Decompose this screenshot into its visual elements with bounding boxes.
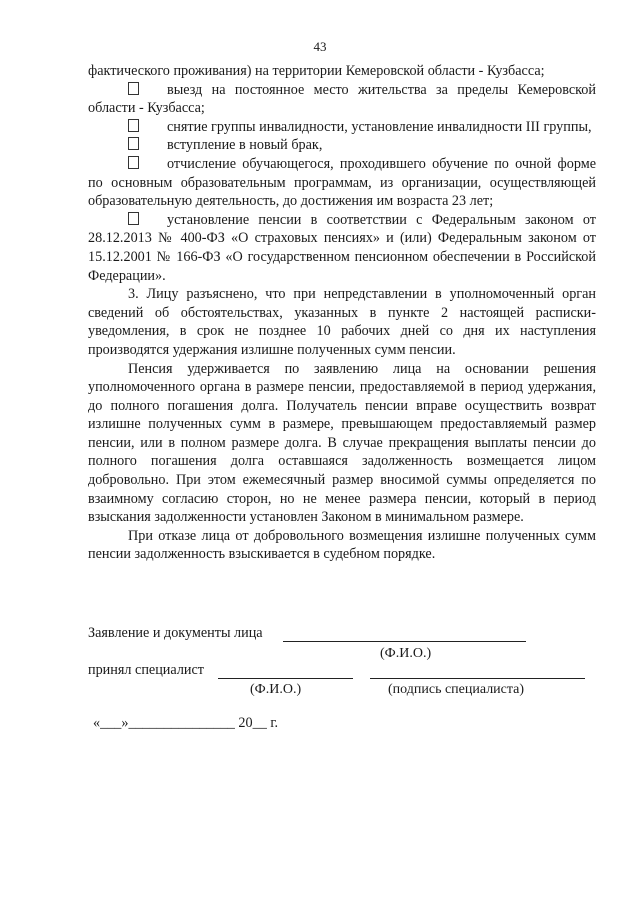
checkbox-icon xyxy=(128,119,139,132)
accepted-label: принял специалист xyxy=(88,662,204,678)
signature-caption: (подпись специалиста) xyxy=(388,682,525,697)
paragraph: При отказе лица от добровольного возмещения излишне полученных сумм пенсии задолженность взыскивается в судебном порядке. xyxy=(88,527,596,563)
specialist-signature-line xyxy=(370,678,585,679)
document-body xyxy=(88,62,596,564)
fio-line xyxy=(283,641,526,642)
page-number: 43 xyxy=(313,39,327,54)
list-item: отчисление обучающегося, проходившего обучение по очной форме по основным образовательным программам, из организации, осуществляющей образовательную деятельность, до достижения им возраста 23 лет; xyxy=(88,155,596,210)
checkbox-icon xyxy=(128,212,139,225)
checkbox-icon xyxy=(128,137,139,150)
checkbox-icon xyxy=(128,82,139,95)
date-line: «___»_______________ 20__ г. xyxy=(93,715,279,731)
list-item: снятие группы инвалидности, установление инвалидности III группы, xyxy=(88,118,596,137)
list-item: вступление в новый брак, xyxy=(88,136,596,155)
checkbox-icon xyxy=(128,156,139,169)
statement-label: Заявление и документы лица xyxy=(88,625,263,641)
list-item: выезд на постоянное место жительства за пределы Кемеровской области - Кузбасса; xyxy=(88,81,596,117)
paragraph: Пенсия удерживается по заявлению лица на основании решения уполномоченного органа в размере пенсии, предоставляемой в период удержания, до полного погашения долга. Получатель пенсии вправе осуществить возврат излишне полученных сумм в размере, превышающем предоставляемый размер пенсии, или в полном размере долга. В случае прекращения выплаты пенсии до полного погашения долга оставшаяся задолженность возмещается лицом добровольно. При этом ежемесячный размер вносимой суммы определяется по взаимному согласию сторон, но не менее размера пенсии, который в период взыскания задолженности установлен Законом в минимальном размере. xyxy=(88,360,596,526)
list-item: установление пенсии в соответствии с Федеральным законом от 28.12.2013 № 400-ФЗ «О страховых пенсиях» и (или) Федеральным законом от 15.12.2001 № 166-ФЗ «О государственном пенсионном обеспечении в Российской Федерации». xyxy=(88,211,596,284)
fio-caption: (Ф.И.О.) xyxy=(380,646,432,661)
paragraph: 3. Лицу разъяснено, что при непредставлении в уполномоченный орган сведений об обстоятельствах, указанных в пункте 2 настоящей расписки-уведомления, в срок не позднее 10 рабочих дней со дня их наступления производятся удержания излишне полученных сумм пенсии. xyxy=(88,286,596,358)
fio-caption: (Ф.И.О.) xyxy=(250,682,302,697)
specialist-fio-line xyxy=(218,678,353,679)
paragraph: фактического проживания) на территории Кемеровской области - Кузбасса; xyxy=(88,63,545,79)
